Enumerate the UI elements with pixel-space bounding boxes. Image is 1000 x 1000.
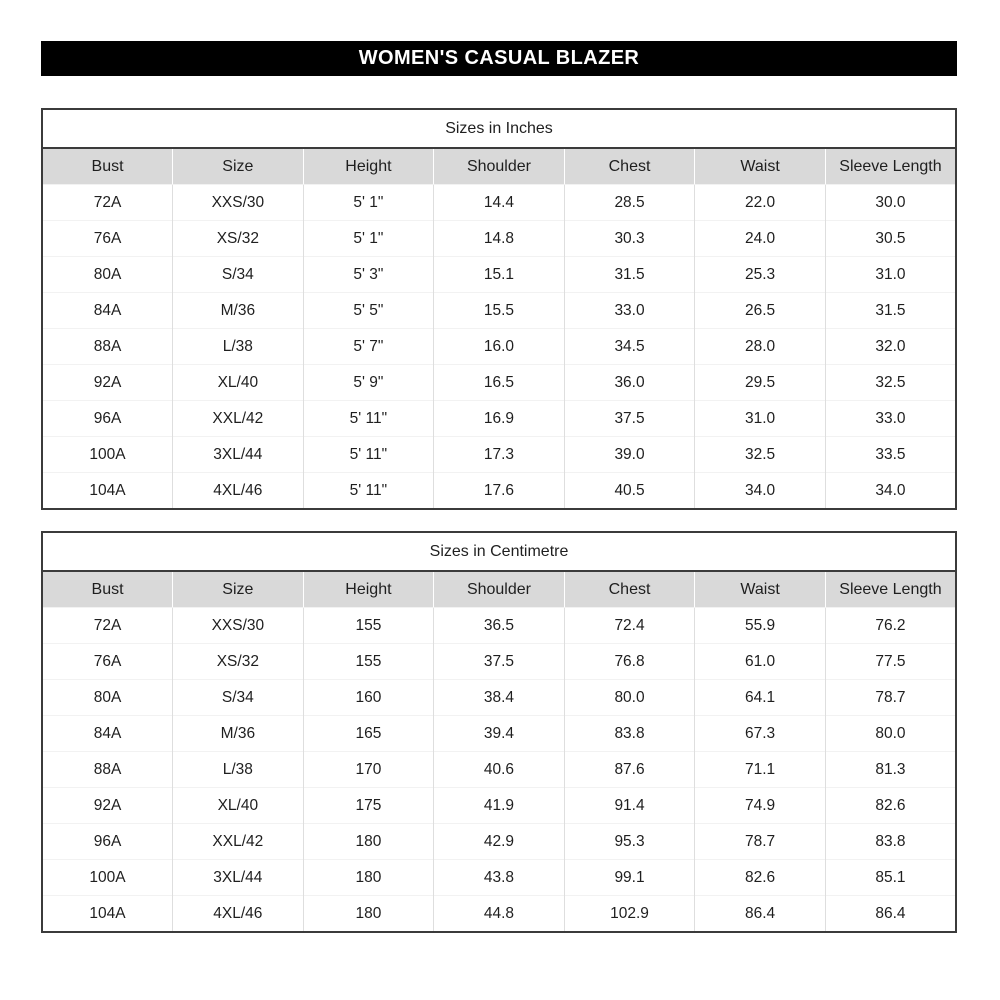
table-cell: 96A [42,401,173,437]
table-cell: 22.0 [695,185,826,221]
column-header: Size [173,148,304,185]
table-cell: 40.5 [564,473,695,510]
table-cell: 88A [42,752,173,788]
table-row [42,437,956,473]
table-cell: 14.8 [434,221,565,257]
table-cell: 84A [42,293,173,329]
column-header: Chest [564,571,695,608]
table-cell: 42.9 [434,824,565,860]
table-cell: M/36 [173,716,304,752]
table-row [42,608,956,644]
table-cell: 28.5 [564,185,695,221]
table-cell: XL/40 [173,365,304,401]
table-cell: 43.8 [434,860,565,896]
table-cell: 3XL/44 [173,437,304,473]
table-cell: 95.3 [564,824,695,860]
table-cell: 80A [42,257,173,293]
table-cell: 16.5 [434,365,565,401]
table-cell: 80.0 [825,716,956,752]
table-cell: 85.1 [825,860,956,896]
table-row [42,644,956,680]
table-row [42,752,956,788]
table-cell: 72A [42,185,173,221]
table-cell: 28.0 [695,329,826,365]
table-cell: 5' 11" [303,401,434,437]
table-cell: 30.0 [825,185,956,221]
column-header: Height [303,571,434,608]
column-header: Bust [42,148,173,185]
table-cell: 30.5 [825,221,956,257]
table-cell: S/34 [173,257,304,293]
table-cell: 83.8 [825,824,956,860]
centimetre-size-table [41,531,957,933]
table-cell: 31.0 [825,257,956,293]
table-cell: 5' 11" [303,437,434,473]
table-cell: 33.0 [825,401,956,437]
inches-size-table [41,108,957,510]
table-cell: 34.0 [695,473,826,510]
product-title-bar [41,41,957,76]
column-header: Height [303,148,434,185]
column-header: Bust [42,571,173,608]
table-cell: 72.4 [564,608,695,644]
table-cell: 5' 9" [303,365,434,401]
table-cell: 5' 7" [303,329,434,365]
table-cell: 3XL/44 [173,860,304,896]
table-cell: 80.0 [564,680,695,716]
table-cell: 30.3 [564,221,695,257]
table-title: Sizes in Centimetre [42,532,956,571]
table-row [42,680,956,716]
table-row [42,473,956,510]
table-cell: 14.4 [434,185,565,221]
table-cell: 55.9 [695,608,826,644]
column-header: Shoulder [434,571,565,608]
table-cell: XXL/42 [173,401,304,437]
column-header: Sleeve Length [825,571,956,608]
table-cell: 76.2 [825,608,956,644]
column-header: Shoulder [434,148,565,185]
table-cell: 16.0 [434,329,565,365]
table-row [42,788,956,824]
table-cell: 31.5 [825,293,956,329]
table-cell: 91.4 [564,788,695,824]
table-cell: 83.8 [564,716,695,752]
table-cell: 78.7 [695,824,826,860]
table-cell: S/34 [173,680,304,716]
table-cell: 180 [303,824,434,860]
table-cell: 102.9 [564,896,695,933]
table-cell: 76.8 [564,644,695,680]
inches-table-section [41,108,957,510]
table-cell: 37.5 [434,644,565,680]
table-cell: 15.5 [434,293,565,329]
table-cell: 25.3 [695,257,826,293]
table-cell: 155 [303,644,434,680]
table-cell: 29.5 [695,365,826,401]
table-cell: 31.5 [564,257,695,293]
table-cell: 5' 1" [303,185,434,221]
table-row [42,860,956,896]
table-cell: 61.0 [695,644,826,680]
table-row [42,293,956,329]
table-cell: 33.0 [564,293,695,329]
table-cell: 84A [42,716,173,752]
table-cell: 24.0 [695,221,826,257]
column-header: Size [173,571,304,608]
table-cell: 92A [42,365,173,401]
table-cell: 71.1 [695,752,826,788]
table-cell: 4XL/46 [173,473,304,510]
table-cell: 4XL/46 [173,896,304,933]
table-cell: 64.1 [695,680,826,716]
table-cell: 5' 3" [303,257,434,293]
table-row [42,257,956,293]
table-cell: 36.0 [564,365,695,401]
table-cell: 5' 11" [303,473,434,510]
table-cell: 40.6 [434,752,565,788]
table-cell: XXL/42 [173,824,304,860]
table-cell: 31.0 [695,401,826,437]
table-cell: 92A [42,788,173,824]
column-header: Waist [695,571,826,608]
table-row [42,185,956,221]
table-cell: 34.0 [825,473,956,510]
table-cell: 86.4 [825,896,956,933]
table-cell: 37.5 [564,401,695,437]
column-header: Waist [695,148,826,185]
column-header: Chest [564,148,695,185]
table-cell: XL/40 [173,788,304,824]
product-title: WOMEN'S CASUAL BLAZER [358,47,640,69]
table-cell: 82.6 [695,860,826,896]
table-cell: 16.9 [434,401,565,437]
table-cell: 86.4 [695,896,826,933]
table-title: Sizes in Inches [42,109,956,148]
table-cell: 38.4 [434,680,565,716]
table-cell: 32.0 [825,329,956,365]
table-cell: 76A [42,221,173,257]
table-cell: L/38 [173,752,304,788]
table-cell: 77.5 [825,644,956,680]
table-cell: L/38 [173,329,304,365]
centimetre-table-section [41,531,957,933]
table-cell: 67.3 [695,716,826,752]
table-cell: 26.5 [695,293,826,329]
table-cell: 80A [42,680,173,716]
table-cell: 5' 1" [303,221,434,257]
table-cell: 104A [42,896,173,933]
table-cell: XXS/30 [173,185,304,221]
table-cell: 17.3 [434,437,565,473]
table-cell: 96A [42,824,173,860]
table-cell: 180 [303,896,434,933]
table-cell: 88A [42,329,173,365]
table-cell: 99.1 [564,860,695,896]
table-cell: 39.0 [564,437,695,473]
table-row [42,716,956,752]
table-cell: 180 [303,860,434,896]
table-cell: M/36 [173,293,304,329]
table-cell: 34.5 [564,329,695,365]
table-cell: 33.5 [825,437,956,473]
table-cell: 81.3 [825,752,956,788]
table-cell: 44.8 [434,896,565,933]
table-cell: 165 [303,716,434,752]
table-cell: XS/32 [173,644,304,680]
table-cell: 41.9 [434,788,565,824]
table-cell: 155 [303,608,434,644]
table-cell: 76A [42,644,173,680]
table-row [42,401,956,437]
table-cell: 74.9 [695,788,826,824]
table-cell: 72A [42,608,173,644]
table-cell: 39.4 [434,716,565,752]
table-cell: 15.1 [434,257,565,293]
table-cell: 5' 5" [303,293,434,329]
table-row [42,365,956,401]
table-cell: 32.5 [695,437,826,473]
table-cell: 170 [303,752,434,788]
table-row [42,221,956,257]
table-cell: 100A [42,860,173,896]
table-row [42,896,956,933]
table-cell: XXS/30 [173,608,304,644]
table-cell: 160 [303,680,434,716]
table-row [42,329,956,365]
table-cell: 82.6 [825,788,956,824]
column-header: Sleeve Length [825,148,956,185]
table-row [42,824,956,860]
table-cell: 32.5 [825,365,956,401]
table-cell: XS/32 [173,221,304,257]
table-cell: 36.5 [434,608,565,644]
table-cell: 78.7 [825,680,956,716]
table-cell: 87.6 [564,752,695,788]
table-cell: 100A [42,437,173,473]
table-cell: 175 [303,788,434,824]
table-cell: 17.6 [434,473,565,510]
table-cell: 104A [42,473,173,510]
